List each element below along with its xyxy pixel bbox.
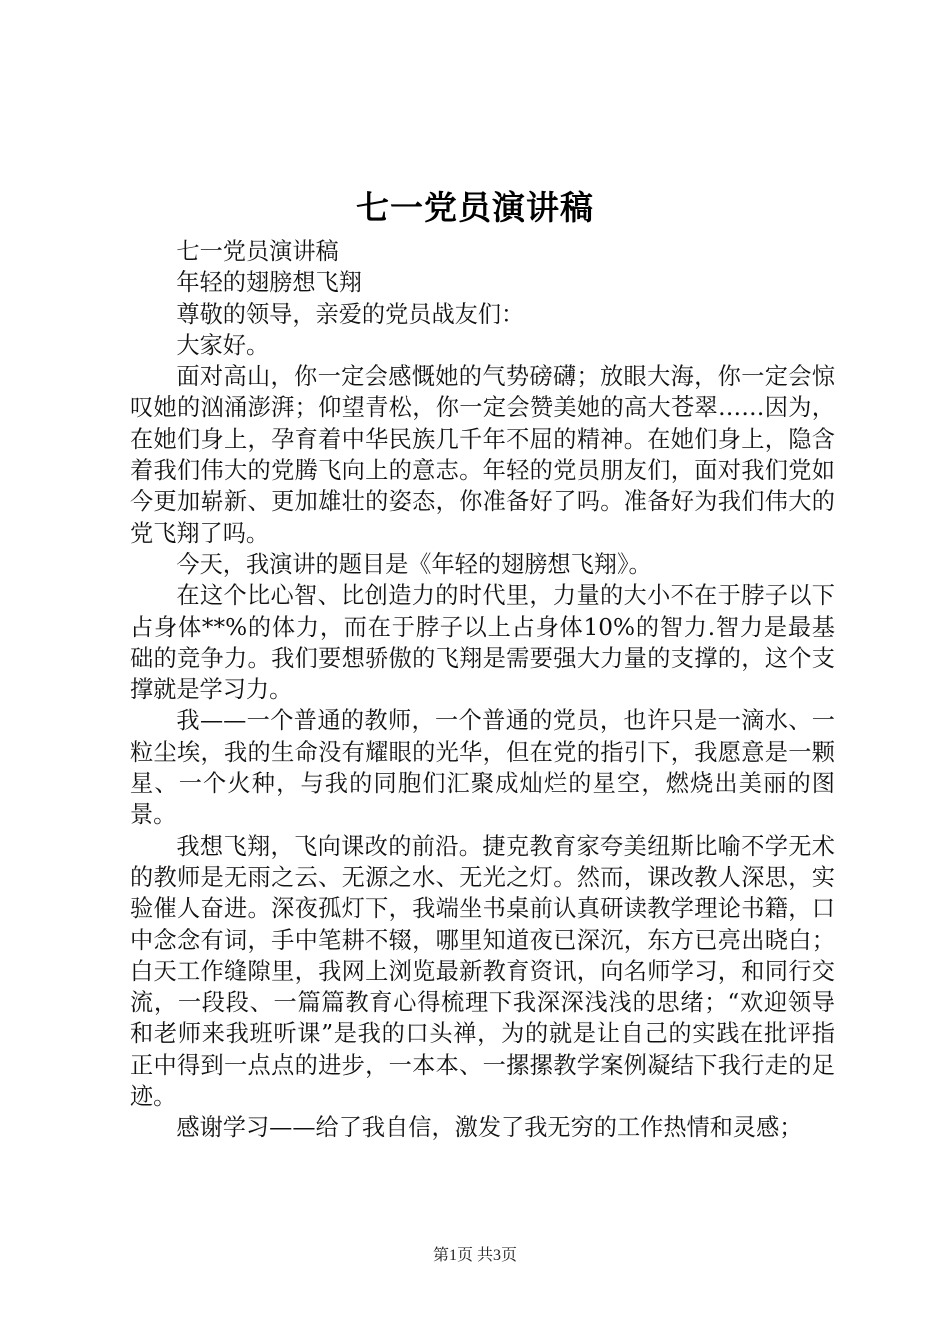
- paragraph: 今天，我演讲的题目是《年轻的翅膀想飞翔》。: [176, 550, 652, 578]
- paragraph: 尊敬的领导，亲爱的党员战友们：: [176, 300, 525, 328]
- paragraph: 我——一个普通的教师，一个普通的党员，也许只是一滴水、一粒尘埃，我的生命没有耀眼的光华，但在党的指引下，我愿意是一颗星、一个火种，与我的同胞们汇聚成灿烂的星空，燃烧出美丽的图景。: [130, 707, 835, 829]
- document-body: [130, 236, 835, 1144]
- paragraph: 在这个比心智、比创造力的时代里，力量的大小不在于脖子以下占身体**%的体力，而在于脖子以上占身体10%的智力.智力是最基础的竞争力。我们要想骄傲的飞翔是需要强大力量的支撑的，这个支撑就是学习力。: [130, 582, 835, 704]
- paragraph: 我想飞翔，飞向课改的前沿。捷克教育家夸美纽斯比喻不学无术的教师是无雨之云、无源之水、无光之灯。然而，课改教人深思，实验催人奋进。深夜孤灯下，我端坐书桌前认真研读教学理论书籍，口中念念有词，手中笔耕不辍，哪里知道夜已深沉，东方已亮出晓白；白天工作缝隙里，我网上浏览最新教育资讯，向名师学习，和同行交流，一段段、一篇篇教育心得梳理下我深深浅浅的思绪；“欢迎领导和老师来我班听课”是我的口头禅，为的就是让自己的实践在批评指正中得到一点点的进步，一本本、一摞摞教学案例凝结下我行走的足迹。: [130, 832, 835, 1111]
- paragraph: 大家好。: [176, 331, 270, 359]
- paragraph: 七一党员演讲稿: [176, 238, 339, 265]
- paragraph: 感谢学习——给了我自信，激发了我无穷的工作热情和灵感；: [176, 1114, 803, 1142]
- page-number-footer: 第1页 共3页: [432, 1247, 517, 1264]
- paragraph: 年轻的翅膀想飞翔: [176, 269, 362, 297]
- paragraph: 面对高山，你一定会感慨她的气势磅礴；放眼大海，你一定会惊叹她的汹涌澎湃；仰望青松，你一定会赞美她的高大苍翠……因为，在她们身上，孕育着中华民族几千年不屈的精神。在她们身上，隐含着我们伟大的党腾飞向上的意志。年轻的党员朋友们，面对我们党如今更加崭新、更加雄壮的姿态，你准备好了吗。准备好为我们伟大的党飞翔了吗。: [130, 363, 835, 547]
- document-title: 七一党员演讲稿: [356, 188, 594, 227]
